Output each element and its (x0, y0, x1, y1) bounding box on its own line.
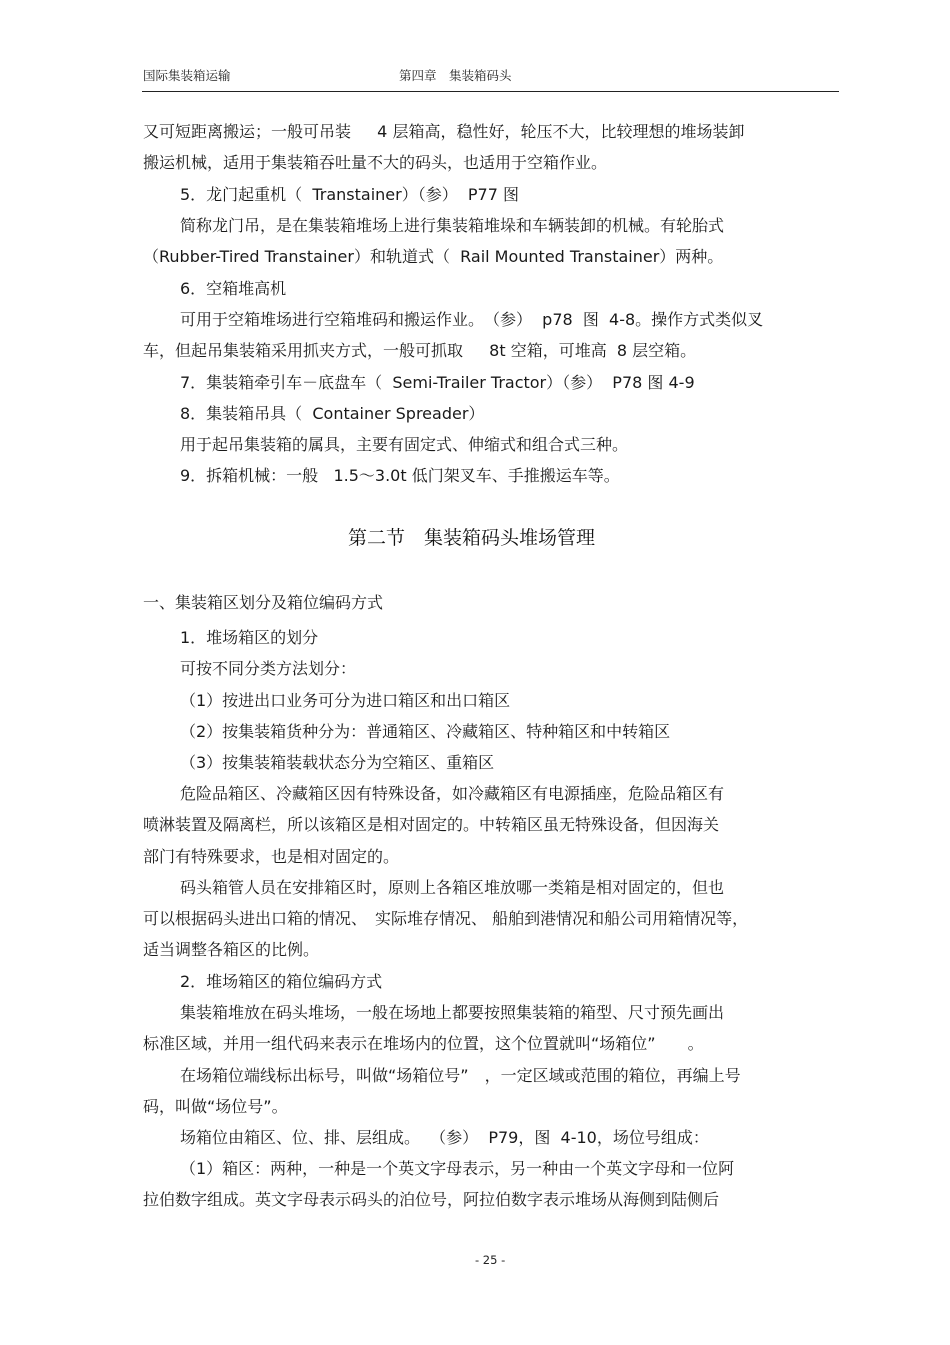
list-item: （3）按集装箱装载状态分为空箱区、重箱区 (180, 753, 495, 772)
text-line: 在场箱位端线标出标号，叫做“场箱位号” ，一定区域或范围的箱位，再编上号 (180, 1066, 741, 1085)
text-line: 简称龙门吊，是在集装箱堆场上进行集装箱堆垛和车辆装卸的机械。有轮胎式 (180, 216, 725, 235)
list-item-heading: 8．集装箱吊具（ Container Spreader） (180, 404, 485, 423)
text-line: 喷淋装置及隔离栏，所以该箱区是相对固定的。中转箱区虽无特殊设备，但因海关 (143, 815, 720, 834)
header-divider (142, 91, 839, 92)
text-line: 部门有特殊要求，也是相对固定的。 (143, 847, 400, 866)
text-line: 集装箱堆放在码头堆场，一般在场地上都要按照集装箱的箱型、尺寸预先画出 (180, 1003, 725, 1022)
text-line: 可以根据码头进出口箱的情况、 实际堆存情况、 船舶到港情况和船公司用箱情况等， (143, 909, 749, 928)
text-line: 适当调整各箱区的比例。 (143, 940, 320, 959)
list-item-heading: 6．空箱堆高机 (180, 279, 287, 298)
list-item-heading: 9．拆箱机械：一般 1.5～3.0t 低门架叉车、手推搬运车等。 (180, 466, 620, 485)
text-line: 可用于空箱堆场进行空箱堆码和搬运作业。 （参） p78 图 4-8。操作方式类似叉 (180, 310, 764, 329)
list-item-heading: 1．堆场箱区的划分 (180, 628, 319, 647)
section-title: 第二节 集装箱码头堆场管理 (348, 527, 596, 549)
text-line: 码头箱管人员在安排箱区时，原则上各箱区堆放哪一类箱是相对固定的，但也 (180, 878, 725, 897)
text-line: 场箱位由箱区、位、排、层组成。 （参） P79，图 4-10，场位号组成： (180, 1128, 709, 1147)
text-line: 搬运机械，适用于集装箱吞吐量不大的码头，也适用于空箱作业。 (143, 153, 608, 172)
text-line: 危险品箱区、冷藏箱区因有特殊设备，如冷藏箱区有电源插座，危险品箱区有 (180, 784, 725, 803)
text-line: 标准区域，并用一组代码来表示在堆场内的位置，这个位置就叫“场箱位” 。 (143, 1034, 704, 1053)
list-item: （1）箱区：两种，一种是一个英文字母表示，另一种由一个英文字母和一位阿 (180, 1159, 735, 1178)
text-line: 拉伯数字组成。英文字母表示码头的泊位号，阿拉伯数字表示堆场从海侧到陆侧后 (143, 1190, 720, 1209)
running-header-chapter: 第四章 集装箱码头 (399, 68, 512, 83)
list-item: （2）按集装箱货种分为：普通箱区、冷藏箱区、特种箱区和中转箱区 (180, 722, 671, 741)
list-item-heading: 2．堆场箱区的箱位编码方式 (180, 972, 383, 991)
text-line: 可按不同分类方法划分： (180, 659, 357, 678)
subsection-heading: 一、集装箱区划分及箱位编码方式 (143, 593, 384, 612)
text-line: 车，但起吊集装箱采用抓夹方式，一般可抓取 8t 空箱，可堆高 8 层空箱。 (143, 341, 697, 360)
list-item: （1）按进出口业务可分为进口箱区和出口箱区 (180, 691, 511, 710)
page-number: - 25 - (475, 1253, 506, 1267)
list-item-heading: 5．龙门起重机（ Transtainer）（参） P77 图 (180, 185, 519, 204)
text-line: （Rubber-Tired Transtainer）和轨道式（ Rail Mounted Transtainer）两种。 (143, 247, 724, 266)
text-line: 又可短距离搬运；一般可吊装 4 层箱高，稳性好，轮压不大，比较理想的堆场装卸 (143, 122, 745, 141)
list-item-heading: 7．集装箱牵引车－底盘车（ Semi-Trailer Tractor）（参） P78 图 4-9 (180, 373, 695, 392)
text-line: 用于起吊集装箱的属具，主要有固定式、伸缩式和组合式三种。 (180, 435, 629, 454)
text-line: 码，叫做“场位号”。 (143, 1097, 288, 1116)
running-header-book-title: 国际集装箱运输 (143, 68, 231, 83)
